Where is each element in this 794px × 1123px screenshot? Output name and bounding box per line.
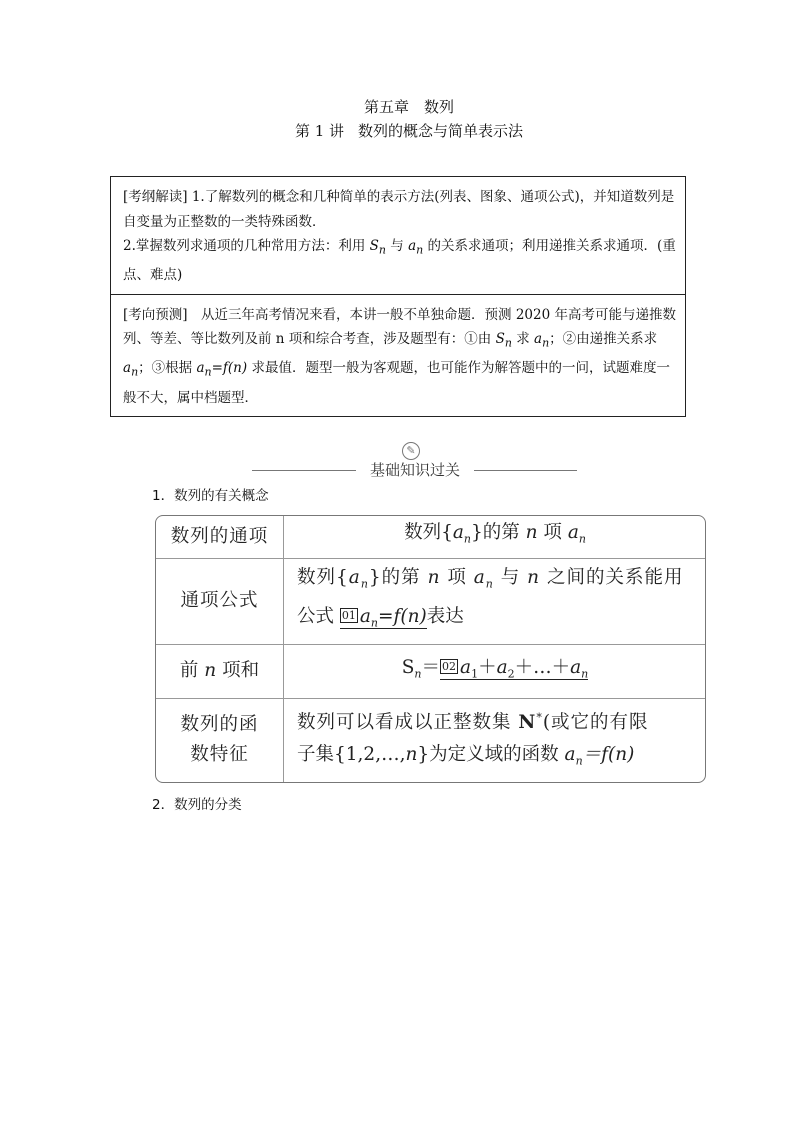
pencil-circle-icon: ✎ — [402, 442, 420, 460]
lesson-name: 数列的概念与简单表示法 — [358, 122, 524, 140]
table-row — [156, 558, 705, 644]
exam-forecast: [考向预测] 从近三年高考情况来看，本讲一般不单独命题．预测 2020 年高考可能与递推数列、等差、等比数列及前 n 项和综合考查，涉及题型有：①由 $S_n$ 求 $a_n$；②由递推关系求 $a_n$；③根据 $a_n=f(n)$ 求最值．题型一般为客观题，也可能作为解答题中的一问，试题难度一般不大，属中档题型． — [111, 294, 685, 416]
forecast-tag: [考向预测] — [123, 306, 188, 323]
lesson-title — [24, 118, 794, 144]
row-label-function-feature: 数列的函 数特征 — [156, 698, 284, 782]
lesson-number: 第 1 讲 — [294, 122, 345, 140]
section-heading-1: 1．数列的有关概念 — [152, 488, 269, 504]
row-content-general-term: 数列$\{a_n\}$的第 n 项 $a_n$ — [284, 516, 706, 558]
row-content-function-feature: 数列可以看成以正整数集 N*(或它的有限 子集{1,2,…,n}为定义域的函数 $a_n=f(n)$ — [284, 698, 706, 782]
chapter-title: 第五章 数列 — [363, 98, 454, 116]
title-block — [0, 96, 794, 144]
syllabus-box — [110, 176, 686, 417]
row-content-partial-sum: $S_n= 02$ $a_1+a_2+\dots+a_n$ — [284, 644, 706, 698]
section-banner — [252, 436, 577, 482]
table-row — [156, 644, 705, 698]
banner-label: 基础知识过关 — [369, 461, 460, 479]
formula-blank-02: 02 $a_1+a_2+\dots+a_n$ — [442, 656, 589, 681]
row-content-formula: 数列$\{a_n\}$的第 n 项 $a_n$ 与 n 之间的关系能用 公式 01 $a_n=f(n)$表达 — [284, 558, 706, 644]
row-label-formula: 通项公式 — [156, 558, 284, 644]
table-row — [156, 698, 705, 782]
banner-rule-right — [474, 470, 577, 471]
syllabus-interpretation: [考纲解读] 1.了解数列的概念和几种简单的表示方法(列表、图象、通项公式)，并知道数列是自变量为正整数的一类特殊函数． 2.掌握数列求通项的几种常用方法：利用 $S_n$ 与 $a_n$ 的关系求通项；利用递推关系求通项．(重点、难点) — [123, 189, 676, 284]
row-label-partial-sum: 前 n 项和 — [156, 644, 284, 698]
row-label-general-term: 数列的通项 — [156, 516, 284, 558]
syllabus-tag: [考纲解读] — [123, 189, 188, 205]
concept-table — [155, 515, 706, 783]
section-heading-2: 2．数列的分类 — [152, 797, 242, 813]
banner-rule-left — [252, 470, 356, 471]
formula-blank-01: 01 $a_n=f(n)$ — [341, 606, 427, 630]
table-row — [156, 516, 705, 558]
